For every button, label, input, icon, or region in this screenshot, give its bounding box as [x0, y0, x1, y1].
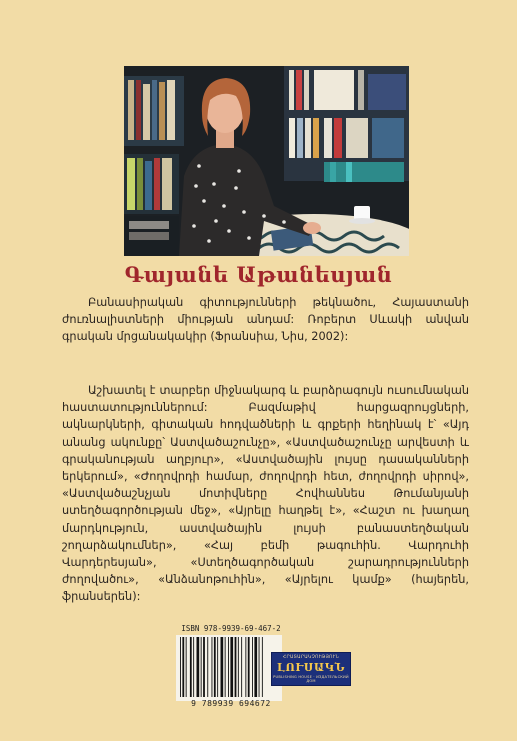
author-name: Գայանե Աթանեսյան [124, 262, 393, 287]
publisher-bottom-text: PUBLISHING HOUSE · ИЗДАТЕЛЬСКИЙ ДОМ [273, 675, 349, 683]
author-works: Աշխատել է տարբեր միջնակարգ և բարձրագույն ուսումնական հաստատություններում: Բազմաթիվ հարցազրույցների, ակնարկների, գիտական հոդվածների և գրքերի հեղինակ է՝ «Այդ անանց ակունքը՝ Աստվածաշունչը», «Աստվածաշունչը արվեստի և գրականության աղբյուր», «Աստվածային լույսը դասականների երկերում», «Ժողովրդի համար, ժողովրդի հետ, ժողովրդի սիրով», «Աստվածաշնչյան մոտիվները Հովհաննես Թումանյանի ստեղծագործության մեջ», «Այրելը հաղթել է», «Հաշտ ու խաղաղ մարդկություն, աստվածային լույսի բանաստեղծական շողարձակումներ», «Հայ բեմի թագուհին. Վարդուհի Վարդերեսյան», «Ստեղծագործական շարադրությունների ժողովածու», «Անձանոթուհին», «Այրելու կամք» (հայերեն, ֆրանսերեն): [62, 384, 469, 604]
author-bio: Բանասիրական գիտությունների թեկնածու, Հայաստանի ժուռնալիստների միության անդամ: Ռոբերտ Սևակի անվան գրական մրցանակակիր (Ֆրանսիա, Նիս, 2002): [62, 296, 469, 344]
publisher-top-text: ՀՐԱՏԱՐԱԿՉՈՒԹՅՈՒՆ [282, 655, 340, 660]
publisher-name: ԼՈՒՍԱԿՆ [276, 661, 346, 674]
barcode-number: 9 789939 694672 [191, 699, 271, 708]
author-photo [124, 66, 409, 256]
isbn-label: ISBN 978-9939-69-467-2 [181, 624, 281, 633]
barcode [176, 635, 282, 701]
publisher-logo [271, 652, 351, 686]
